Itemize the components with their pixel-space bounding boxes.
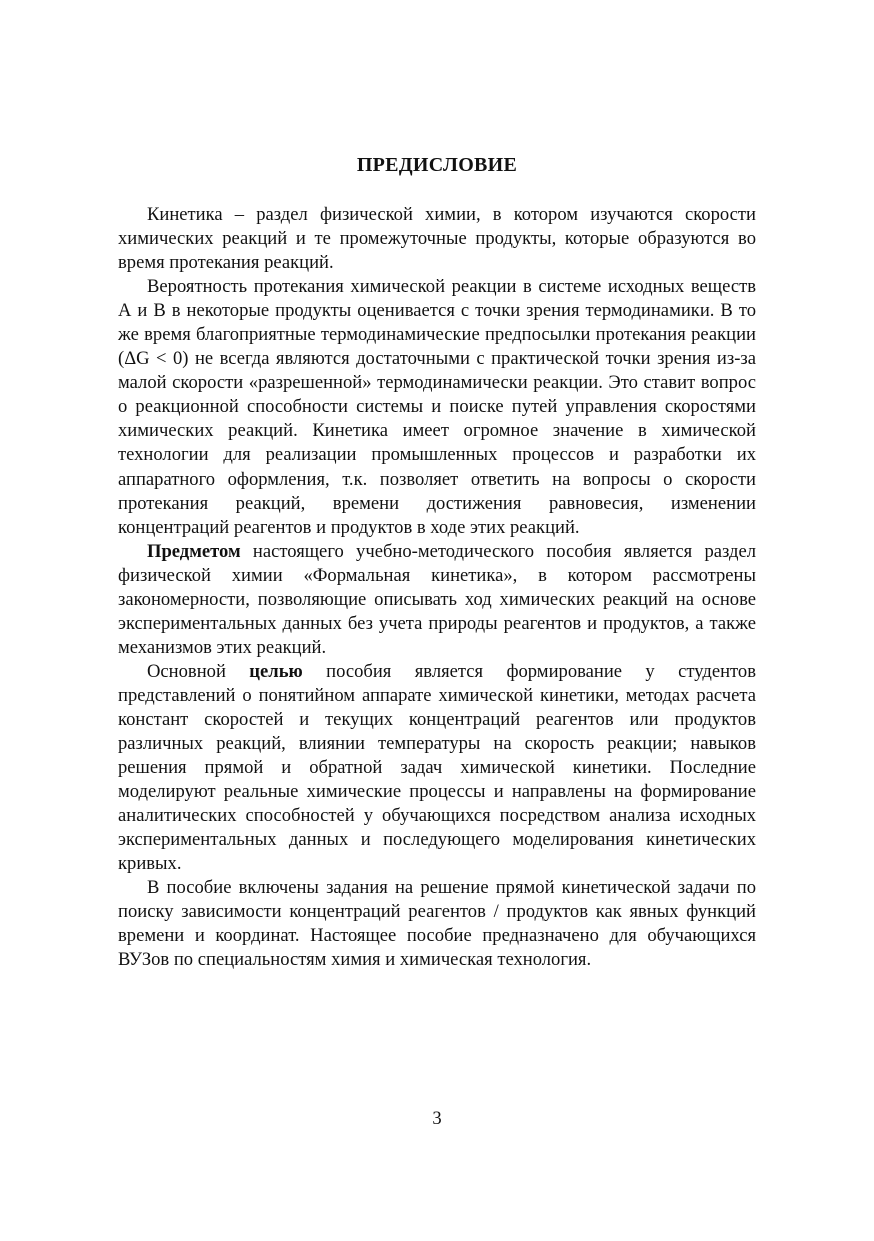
paragraph-text: настоящего учебно-методического пособия является раздел физической химии «Формальная кинетика», в котором рассмотрены закономерности, позволяющие описывать ход химических реакций на основе экспериментальных данных без учета природы реагентов и продуктов, а также механизмов этих реакций. xyxy=(118,540,756,658)
preface-body xyxy=(118,203,756,973)
paragraph-text: В пособие включены задания на решение прямой кинетической задачи по поиску зависимости концентраций реагентов / продуктов как явных функций времени и координат. Настоящее пособие предназначено для обучающихся ВУЗов по специальностям химия и химическая технология. xyxy=(118,877,756,971)
paragraph-kinetics-definition xyxy=(118,203,756,275)
page-title: ПРЕДИСЛОВИЕ xyxy=(356,154,518,176)
paragraph-text: Кинетика – раздел физической химии, в котором изучаются скорости химических реакций и те промежуточные продукты, которые образуются во время протекания реакций. xyxy=(118,204,756,274)
paragraph-thermodynamics xyxy=(118,275,756,540)
paragraph-lead: Основной xyxy=(147,660,250,682)
paragraph-text: Вероятность протекания химической реакции в системе исходных веществ А и В в некоторые продукты оценивается с точки зрения термодинамики. В то же время благоприятные термодинамические предпосылки протекания реакции (ΔG < 0) не всегда являются достаточными с практической точки зрения из-за малой скорости «разрешенной» термодинамически реакции. Это ставит вопрос о реакционной способности системы и поиске путей управления скоростями химических реакций. Кинетика имеет огромное значение в химической технологии для реализации промышленных процессов и разработки их аппаратного оформления, т.к. позволяет ответить на вопросы о скорости протекания реакций, времени достижения равновесия, изменении концентраций реагентов и продуктов в ходе этих реакций. xyxy=(118,276,756,538)
paragraph-subject xyxy=(118,540,756,660)
emphasis-subject: Предметом xyxy=(147,540,241,562)
paragraph-text: пособия является формирование у студентов представлений о понятийном аппарате химической кинетики, методах расчета констант скоростей и текущих концентраций реагентов или продуктов различных реакций, влиянии температуры на скорость реакции; навыков решения прямой и обратной задач химической кинетики. Последние моделируют реальные химические процессы и направлены на формирование аналитических способностей у обучающихся посредством анализа исходных экспериментальных данных и последующего моделирования кинетических кривых. xyxy=(118,660,756,875)
document-page xyxy=(118,0,756,1241)
paragraph-goal xyxy=(118,660,756,876)
emphasis-goal: целью xyxy=(249,660,303,682)
paragraph-contents xyxy=(118,876,756,972)
page-number: 3 xyxy=(432,1108,442,1129)
